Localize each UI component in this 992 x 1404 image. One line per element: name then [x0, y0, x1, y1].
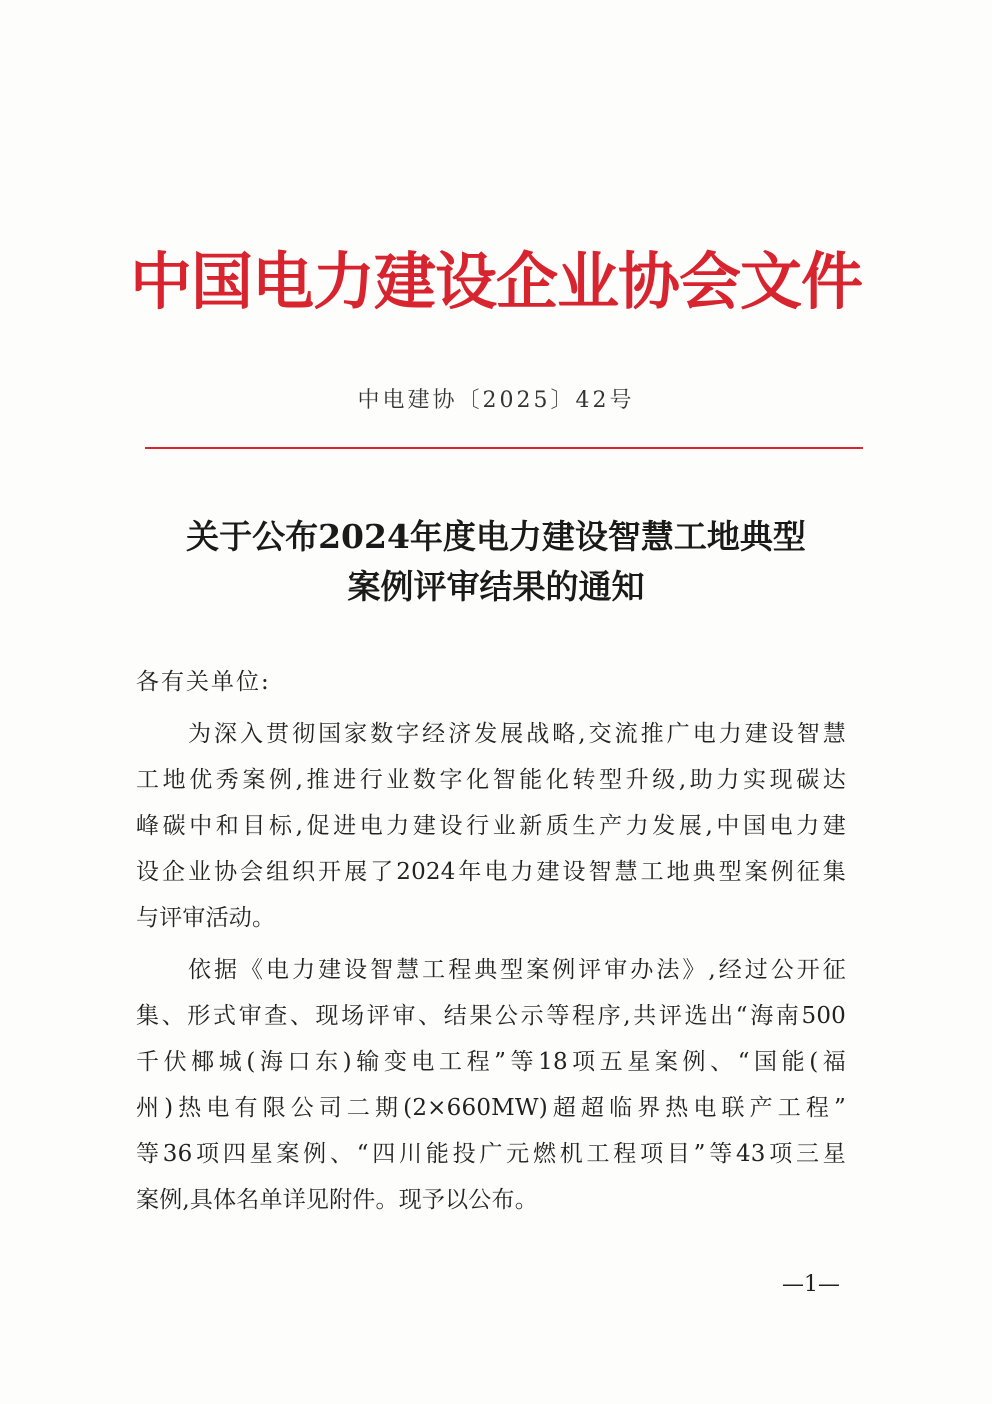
- paragraph-1-line: 与评审活动。: [136, 905, 276, 931]
- document-masthead: 中国电力建设企业协会文件: [129, 245, 862, 318]
- paragraph-1: [136, 711, 846, 941]
- paragraph-1-line: 设企业协会组织开展了2024年电力建设智慧工地典型案例征集: [136, 859, 846, 885]
- paragraph-1-line: 峰碳中和目标,促进电力建设行业新质生产力发展,中国电力建: [136, 813, 846, 839]
- paragraph-2-line: 案例,具体名单详见附件。现予以公布。: [136, 1187, 538, 1213]
- paragraph-1-line: 为深入贯彻国家数字经济发展战略,交流推广电力建设智慧: [188, 721, 846, 747]
- paragraph-2-line: 千伏椰城(海口东)输变电工程”等18项五星案例、“国能(福: [136, 1049, 846, 1075]
- paragraph-2: [136, 947, 846, 1223]
- paragraph-2-line: 集、形式审查、现场评审、结果公示等程序,共评选出“海南500: [136, 1003, 846, 1029]
- paragraph-2-line: 州)热电有限公司二期(2×660MW)超超临界热电联产工程”: [136, 1095, 846, 1121]
- paragraph-2-line: 依据《电力建设智慧工程典型案例评审办法》,经过公开征: [188, 957, 846, 983]
- page-number: —1—: [782, 1272, 840, 1297]
- salutation: 各有关单位:: [136, 669, 271, 695]
- red-divider-line: [145, 447, 863, 449]
- paragraph-2-line: 等36项四星案例、“四川能投广元燃机工程项目”等43项三星: [136, 1141, 846, 1167]
- document-number: 中电建协〔2025〕42号: [357, 388, 635, 413]
- notice-title-line-2: 案例评审结果的通知: [347, 567, 645, 606]
- paragraph-1-line: 工地优秀案例,推进行业数字化智能化转型升级,助力实现碳达: [136, 767, 846, 793]
- notice-title-line-1: 关于公布2024年度电力建设智慧工地典型: [186, 517, 806, 556]
- notice-title: [0, 512, 992, 612]
